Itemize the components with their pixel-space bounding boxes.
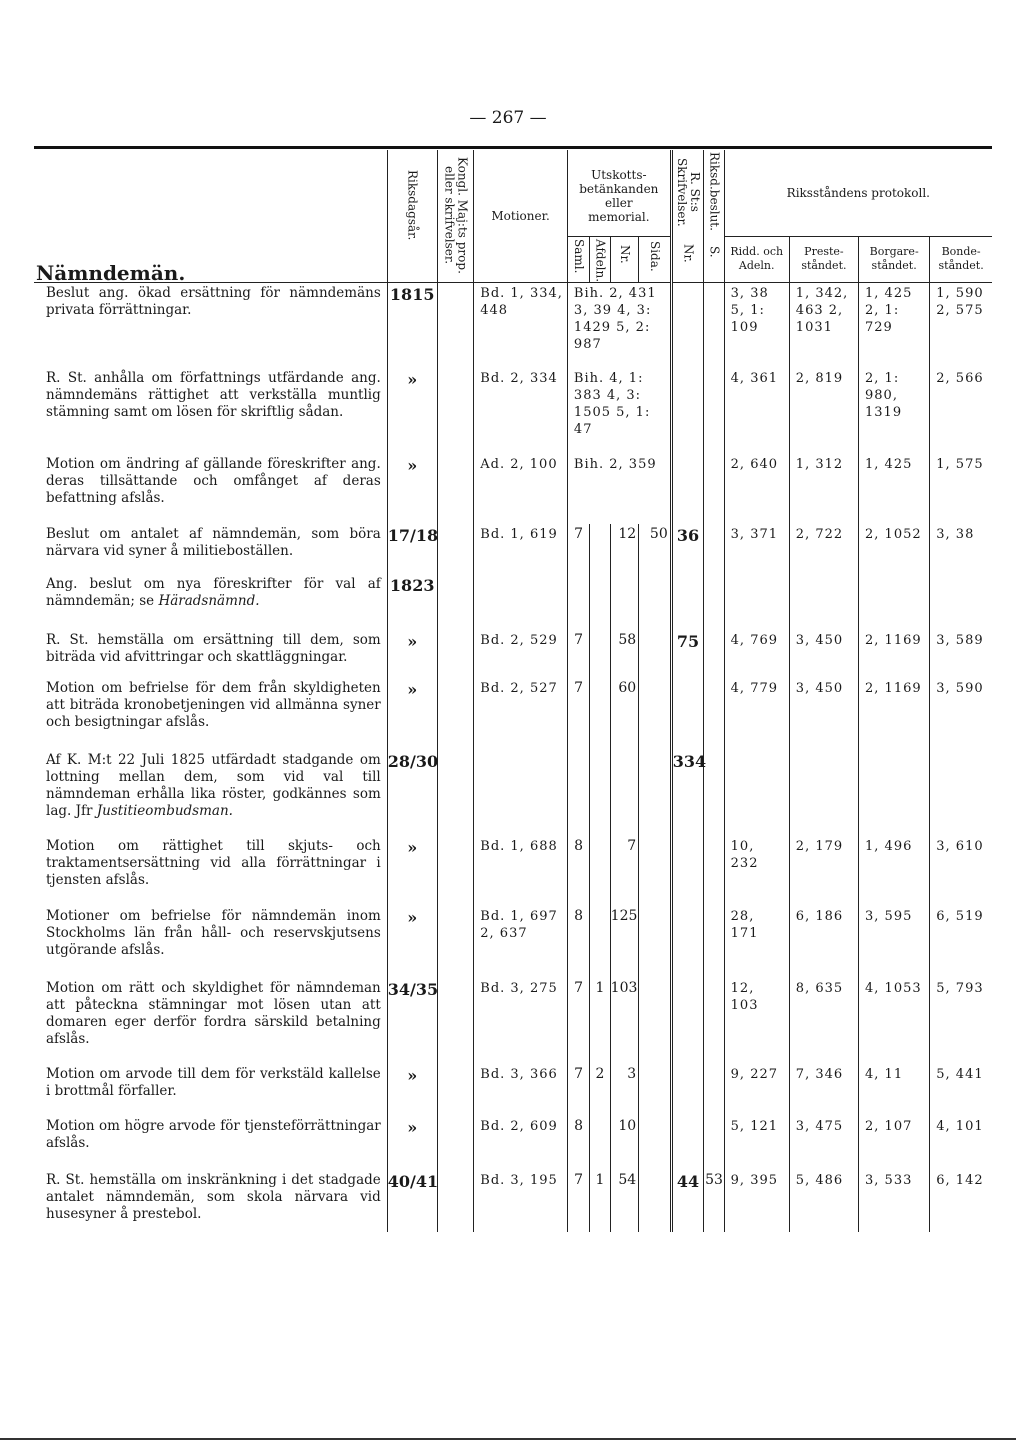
row-kongl (437, 1116, 474, 1170)
row-kongl (437, 1170, 474, 1232)
row-sida (639, 630, 672, 678)
row-year: » (387, 454, 437, 524)
row-description: Beslut om antalet af nämndemän, som böra närvara vid syner å militieboställen. (46, 526, 381, 560)
row-bonde: 2, 566 (930, 368, 992, 454)
nr-header: Nr. (610, 236, 639, 282)
row-year: 1823 (387, 574, 437, 630)
row-year: » (387, 678, 437, 750)
protokoll-header: Riksståndens protokoll. (724, 150, 992, 236)
row-saml: 8 (567, 906, 589, 978)
row-bonde: 6, 142 (930, 1170, 992, 1232)
row-description: Motion om rättighet till skjuts- och traktamentsersättning vid alla förrättningar i tjensten afslås. (46, 838, 381, 889)
row-riksd-s (704, 282, 724, 368)
row-nr: 125 (610, 906, 639, 978)
row-borgare: 2, 1052 (859, 524, 930, 574)
row-riksd-s (704, 454, 724, 524)
row-sida (639, 1116, 672, 1170)
row-saml: 7 (567, 1170, 589, 1232)
row-description: Motion om arvode till dem för verkstäld kallelse i brottmål förfaller. (46, 1066, 381, 1100)
row-year: » (387, 1116, 437, 1170)
row-description: Af K. M:t 22 Juli 1825 utfärdadt stadgande om lottning mellan dem, som vid val till nämndeman erhålla lika röster, godkännes som lag. Jfr Justitieombudsman. (46, 752, 381, 820)
row-afdeln (590, 678, 610, 750)
borgare-header: Borgare- ståndet. (859, 236, 930, 282)
row-year: 28/30 (387, 750, 437, 836)
row-ridd (724, 574, 789, 630)
riksd-s-header: S. (704, 236, 724, 282)
table-row (34, 978, 992, 1064)
bottom-rule (0, 1438, 1016, 1440)
row-afdeln (590, 524, 610, 574)
row-description: Motion om rätt och skyldighet för nämndeman att påteckna stämningar mot lösen utan att domaren eger derför fordra särskild betalning afslås. (46, 980, 381, 1048)
row-motion: Bd. 1, 619 (474, 524, 568, 574)
row-kongl (437, 750, 474, 836)
row-ridd: 9, 395 (724, 1170, 789, 1232)
row-bonde (930, 750, 992, 836)
row-rsts-nr (671, 454, 704, 524)
row-rsts-nr (671, 906, 704, 978)
row-kongl (437, 368, 474, 454)
row-saml: 7 (567, 678, 589, 750)
row-utskott-bih: Bih. 2, 431 3, 39 4, 3: 1429 5, 2: 987 (567, 282, 671, 368)
row-motion: Bd. 3, 195 (474, 1170, 568, 1232)
row-nr: 58 (610, 630, 639, 678)
top-rule (34, 146, 992, 149)
riksd-header: Riksd.beslut. (704, 150, 724, 236)
row-description: Beslut ang. ökad ersättning för nämndemäns privata förrättningar. (46, 284, 381, 318)
row-riksd-s (704, 1064, 724, 1116)
bonde-header: Bonde- ståndet. (930, 236, 992, 282)
utskotts-header: Utskotts- betänkanden eller memorial. (567, 150, 671, 236)
table-row (34, 524, 992, 574)
kongl-header: Kongl. Maj:ts prop. eller skrifvelser. (437, 150, 474, 282)
row-description: Motion om befrielse för dem från skyldigheten att biträda kronobetjeningen vid allmänna syner och besigtningar afslås. (46, 680, 381, 731)
register-table (34, 150, 992, 1232)
row-afdeln (590, 1116, 610, 1170)
row-preste: 8, 635 (789, 978, 858, 1064)
table-row (34, 836, 992, 906)
row-rsts-nr: 36 (671, 524, 704, 574)
row-description: R. St. anhålla om författnings utfärdande ang. nämndemäns rättighet att verkställa muntlig stämning samt om lösen för skriftlig sådan. (46, 370, 381, 421)
row-ridd: 12, 103 (724, 978, 789, 1064)
row-description: Ang. beslut om nya föreskrifter för val af nämndemän; se Häradsnämnd. (46, 576, 381, 610)
row-riksd-s (704, 630, 724, 678)
row-kongl (437, 282, 474, 368)
row-rsts-nr (671, 368, 704, 454)
row-motion: Ad. 2, 100 (474, 454, 568, 524)
row-year: » (387, 906, 437, 978)
section-title: Nämndemän. (34, 150, 387, 282)
row-motion: Bd. 3, 366 (474, 1064, 568, 1116)
row-riksd-s (704, 1116, 724, 1170)
row-riksd-s (704, 524, 724, 574)
row-borgare: 2, 1169 (859, 678, 930, 750)
row-afdeln (590, 836, 610, 906)
row-bonde: 3, 38 (930, 524, 992, 574)
sida-header: Sida. (639, 236, 672, 282)
motioner-header: Motioner. (474, 150, 568, 282)
row-borgare: 1, 496 (859, 836, 930, 906)
rsts-header: R. St:s Skrifvelser. (671, 150, 704, 236)
row-nr: 54 (610, 1170, 639, 1232)
row-riksd-s (704, 750, 724, 836)
row-nr (610, 574, 639, 630)
row-bonde: 3, 589 (930, 630, 992, 678)
row-sida (639, 574, 672, 630)
row-kongl (437, 836, 474, 906)
row-nr: 10 (610, 1116, 639, 1170)
row-kongl (437, 978, 474, 1064)
row-rsts-nr (671, 978, 704, 1064)
row-ridd: 10, 232 (724, 836, 789, 906)
row-preste: 6, 186 (789, 906, 858, 978)
row-kongl (437, 574, 474, 630)
row-description: Motion om högre arvode för tjensteförrättningar afslås. (46, 1118, 381, 1152)
table-row (34, 750, 992, 836)
row-sida (639, 750, 672, 836)
row-rsts-nr: 44 (671, 1170, 704, 1232)
row-utskott-bih: Bih. 4, 1: 383 4, 3: 1505 5, 1: 47 (567, 368, 671, 454)
row-sida (639, 836, 672, 906)
table-row (34, 368, 992, 454)
row-afdeln (590, 574, 610, 630)
row-riksd-s (704, 678, 724, 750)
row-preste: 2, 179 (789, 836, 858, 906)
row-preste: 3, 450 (789, 630, 858, 678)
table-row (34, 678, 992, 750)
row-riksd-s (704, 574, 724, 630)
row-bonde (930, 574, 992, 630)
row-afdeln: 2 (590, 1064, 610, 1116)
row-bonde: 3, 590 (930, 678, 992, 750)
row-kongl (437, 678, 474, 750)
cross-reference: Häradsnämnd. (158, 593, 260, 610)
row-kongl (437, 1064, 474, 1116)
row-ridd: 5, 121 (724, 1116, 789, 1170)
row-borgare: 2, 1: 980, 1319 (859, 368, 930, 454)
row-motion: Bd. 2, 609 (474, 1116, 568, 1170)
row-borgare: 4, 11 (859, 1064, 930, 1116)
row-description: R. St. hemställa om ersättning till dem, som biträda vid afvittringar och skattläggningar. (46, 632, 381, 666)
row-riksd-s (704, 906, 724, 978)
row-nr: 3 (610, 1064, 639, 1116)
row-borgare: 3, 595 (859, 906, 930, 978)
row-sida: 50 (639, 524, 672, 574)
preste-header: Preste- ståndet. (789, 236, 858, 282)
row-year: » (387, 630, 437, 678)
row-kongl (437, 524, 474, 574)
row-bonde: 3, 610 (930, 836, 992, 906)
row-motion: Bd. 1, 334, 448 (474, 282, 568, 368)
row-kongl (437, 906, 474, 978)
row-saml: 7 (567, 630, 589, 678)
row-afdeln (590, 906, 610, 978)
row-year: 40/41 (387, 1170, 437, 1232)
cross-reference: Justitieombudsman. (96, 803, 233, 820)
row-ridd: 2, 640 (724, 454, 789, 524)
row-preste: 2, 819 (789, 368, 858, 454)
riksdagsar-header: Riksdagsår. (387, 150, 437, 282)
row-year: » (387, 1064, 437, 1116)
row-ridd: 4, 361 (724, 368, 789, 454)
row-riksd-s: 53 (704, 1170, 724, 1232)
row-borgare: 1, 425 (859, 454, 930, 524)
table-row (34, 282, 992, 368)
row-borgare: 4, 1053 (859, 978, 930, 1064)
row-riksd-s (704, 368, 724, 454)
row-rsts-nr (671, 282, 704, 368)
saml-header: Saml. (567, 236, 589, 282)
row-preste: 1, 312 (789, 454, 858, 524)
row-motion: Bd. 1, 697 2, 637 (474, 906, 568, 978)
row-afdeln: 1 (590, 978, 610, 1064)
table-row (34, 1116, 992, 1170)
row-saml: 7 (567, 978, 589, 1064)
afdeln-header: Afdeln. (590, 236, 610, 282)
row-preste: 5, 486 (789, 1170, 858, 1232)
row-utskott-bih: Bih. 2, 359 (567, 454, 671, 524)
row-sida (639, 906, 672, 978)
row-motion: Bd. 2, 334 (474, 368, 568, 454)
row-rsts-nr (671, 1064, 704, 1116)
row-nr: 60 (610, 678, 639, 750)
row-sida (639, 978, 672, 1064)
row-ridd: 9, 227 (724, 1064, 789, 1116)
row-borgare: 3, 533 (859, 1170, 930, 1232)
row-ridd: 4, 769 (724, 630, 789, 678)
row-bonde: 5, 441 (930, 1064, 992, 1116)
row-bonde: 5, 793 (930, 978, 992, 1064)
row-saml: 8 (567, 1116, 589, 1170)
row-bonde: 4, 101 (930, 1116, 992, 1170)
row-rsts-nr (671, 574, 704, 630)
row-year: 1815 (387, 282, 437, 368)
row-saml: 7 (567, 524, 589, 574)
row-motion: Bd. 1, 688 (474, 836, 568, 906)
row-sida (639, 1170, 672, 1232)
row-saml (567, 574, 589, 630)
row-sida (639, 1064, 672, 1116)
row-ridd: 4, 779 (724, 678, 789, 750)
row-year: 17/18 (387, 524, 437, 574)
row-preste: 3, 450 (789, 678, 858, 750)
table-row (34, 574, 992, 630)
row-borgare: 2, 107 (859, 1116, 930, 1170)
row-riksd-s (704, 978, 724, 1064)
row-saml: 7 (567, 1064, 589, 1116)
row-motion: Bd. 2, 529 (474, 630, 568, 678)
row-borgare (859, 750, 930, 836)
row-kongl (437, 454, 474, 524)
row-preste: 2, 722 (789, 524, 858, 574)
row-preste: 3, 475 (789, 1116, 858, 1170)
row-afdeln (590, 630, 610, 678)
row-bonde: 6, 519 (930, 906, 992, 978)
table-row (34, 630, 992, 678)
table-row (34, 906, 992, 978)
row-motion: Bd. 3, 275 (474, 978, 568, 1064)
row-rsts-nr (671, 1116, 704, 1170)
table-row (34, 1170, 992, 1232)
page-number: — 267 — (469, 108, 547, 128)
row-rsts-nr: 334 (671, 750, 704, 836)
row-borgare (859, 574, 930, 630)
row-preste: 1, 342, 463 2, 1031 (789, 282, 858, 368)
row-motion: Bd. 2, 527 (474, 678, 568, 750)
row-description: Motioner om befrielse för nämndemän inom Stockholms län från håll- och reservskjutsens utgörande afslås. (46, 908, 381, 959)
row-nr: 12 (610, 524, 639, 574)
row-ridd (724, 750, 789, 836)
row-year: 34/35 (387, 978, 437, 1064)
row-rsts-nr (671, 678, 704, 750)
row-motion (474, 750, 568, 836)
row-preste (789, 574, 858, 630)
row-description: Motion om ändring af gällande föreskrifter ang. deras tillsättande och omfånget af deras befattning afslås. (46, 456, 381, 507)
row-saml: 8 (567, 836, 589, 906)
row-riksd-s (704, 836, 724, 906)
row-rsts-nr: 75 (671, 630, 704, 678)
rsts-nr-header: Nr. (671, 236, 704, 282)
row-ridd: 3, 371 (724, 524, 789, 574)
row-afdeln (590, 750, 610, 836)
row-ridd: 28, 171 (724, 906, 789, 978)
row-preste: 7, 346 (789, 1064, 858, 1116)
row-nr: 103 (610, 978, 639, 1064)
row-kongl (437, 630, 474, 678)
table-row (34, 1064, 992, 1116)
row-borgare: 2, 1169 (859, 630, 930, 678)
row-borgare: 1, 425 2, 1: 729 (859, 282, 930, 368)
ridd-header: Ridd. och Adeln. (724, 236, 789, 282)
row-ridd: 3, 38 5, 1: 109 (724, 282, 789, 368)
row-afdeln: 1 (590, 1170, 610, 1232)
row-year: » (387, 836, 437, 906)
row-nr: 7 (610, 836, 639, 906)
row-rsts-nr (671, 836, 704, 906)
row-description: R. St. hemställa om inskränkning i det stadgade antalet nämndemän, som skola närvara vid husesyner å prestebol. (46, 1172, 381, 1223)
row-sida (639, 678, 672, 750)
row-year: » (387, 368, 437, 454)
row-bonde: 1, 575 (930, 454, 992, 524)
row-motion (474, 574, 568, 630)
row-nr (610, 750, 639, 836)
row-bonde: 1, 590 2, 575 (930, 282, 992, 368)
row-preste (789, 750, 858, 836)
row-saml (567, 750, 589, 836)
table-row (34, 454, 992, 524)
